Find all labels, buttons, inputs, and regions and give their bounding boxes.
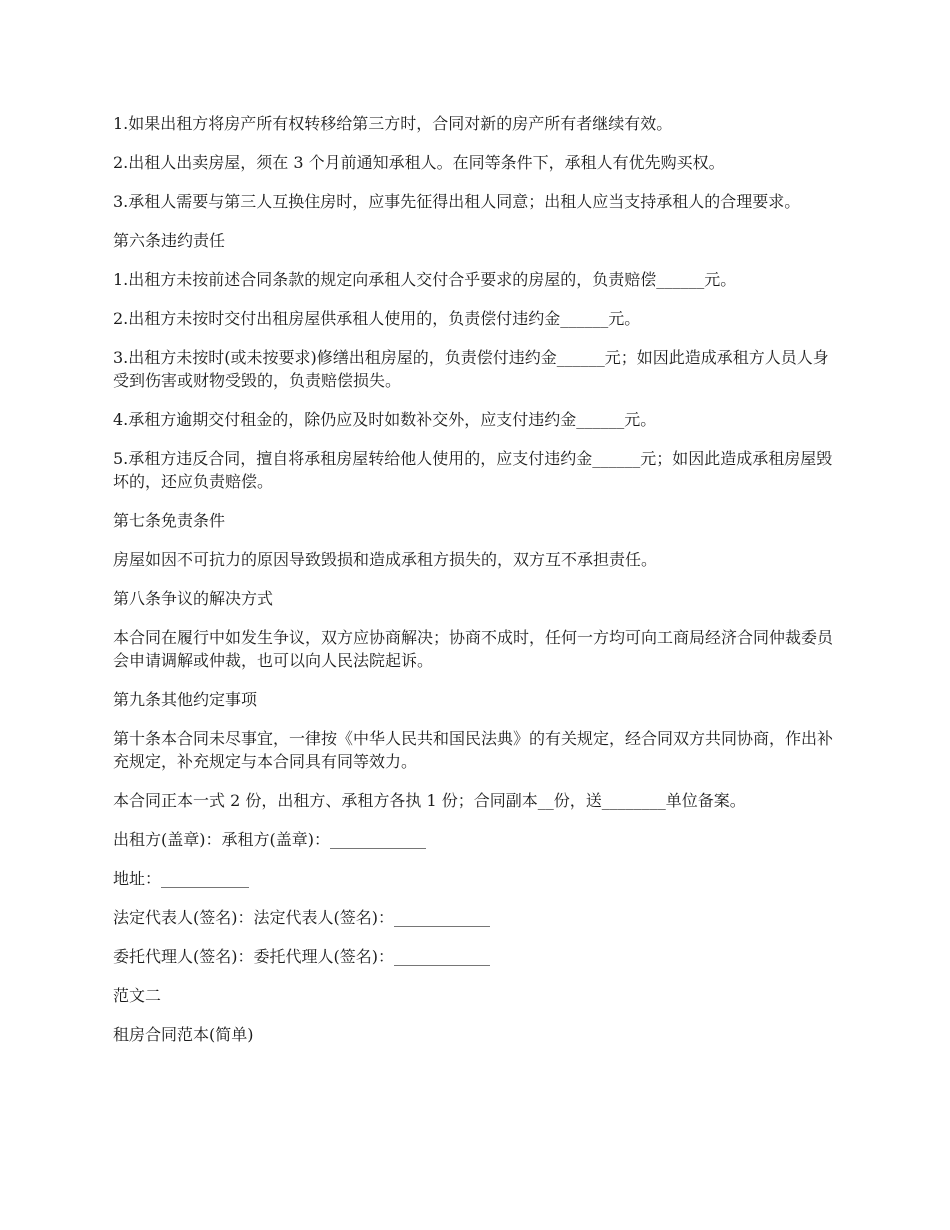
liability-item-1: 1.出租方未按前述合同条款的规定向承租人交付合乎要求的房屋的，负责赔偿______元。 <box>113 270 737 289</box>
liability-item-5: 5.承租方违反合同，擅自将承租房屋转给他人使用的，应支付违约金______元；如因此造成承租房屋毁坏的，还应负责赔偿。 <box>113 449 833 491</box>
contract-template-title: 租房合同范本(简单) <box>113 1025 254 1044</box>
liability-item-4: 4.承租方逾期交付租金的，除仍应及时如数补交外，应支付违约金______元。 <box>113 410 657 429</box>
clause-sale-notice: 2.出租人出卖房屋，须在 3 个月前通知承租人。在同等条件下，承租人有优先购买权。 <box>113 153 725 172</box>
copies-clause: 本合同正本一式 2 份，出租方、承租方各执 1 份；合同副本__份，送________单位备案。 <box>113 791 746 810</box>
article-10-clause: 第十条本合同未尽事宜，一律按《中华人民共和国民法典》的有关规定，经合同双方共同协商，作出补充规定，补充规定与本合同具有同等效力。 <box>113 729 834 771</box>
signature-legal-rep-line: 法定代表人(签名)：法定代表人(签名)：____________ <box>113 908 490 927</box>
clause-transfer-ownership: 1.如果出租方将房产所有权转移给第三方时，合同对新的房产所有者继续有效。 <box>113 114 673 133</box>
signature-address-line: 地址：___________ <box>113 869 250 888</box>
signature-seal-line: 出租方(盖章)：承租方(盖章)：____________ <box>113 830 426 849</box>
section-heading-article-7: 第七条免责条件 <box>113 511 226 530</box>
liability-item-3: 3.出租方未按时(或未按要求)修缮出租房屋的，负责偿付违约金______元；如因此造成承租方人员人身受到伤害或财物受毁的，负责赔偿损失。 <box>113 348 829 390</box>
section-heading-article-6: 第六条违约责任 <box>113 231 226 250</box>
signature-agent-line: 委托代理人(签名)：委托代理人(签名)：____________ <box>113 947 490 966</box>
clause-exchange-housing: 3.承租人需要与第三人互换住房时，应事先征得出租人同意；出租人应当支持承租人的合理要求。 <box>113 192 801 211</box>
liability-item-2: 2.出租方未按时交付出租房屋供承租人使用的，负责偿付违约金______元。 <box>113 309 641 328</box>
section-heading-article-9: 第九条其他约定事项 <box>113 690 258 709</box>
section-heading-article-8: 第八条争议的解决方式 <box>113 589 274 608</box>
dispute-resolution-clause: 本合同在履行中如发生争议，双方应协商解决；协商不成时，任何一方均可向工商局经济合同仲裁委员会申请调解或仲裁，也可以向人民法院起诉。 <box>113 628 834 670</box>
sample-two-heading: 范文二 <box>113 986 162 1005</box>
force-majeure-clause: 房屋如因不可抗力的原因导致毁损和造成承租方损失的，双方互不承担责任。 <box>113 550 658 569</box>
